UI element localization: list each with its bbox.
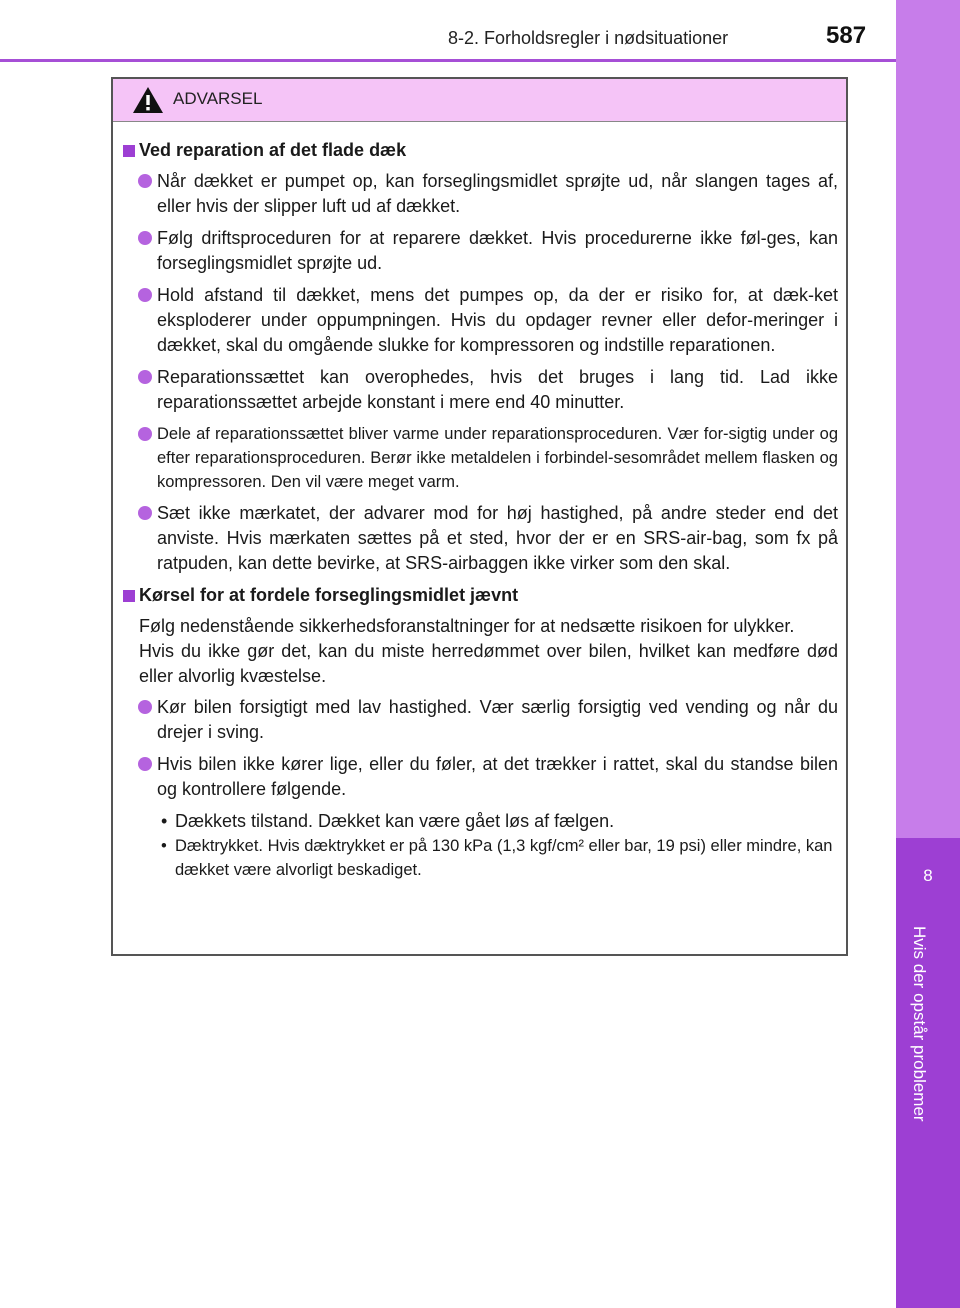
header-divider [0,59,896,62]
section-title: 8-2. Forholdsregler i nødsituationer [448,28,729,48]
list-item-text: Hold afstand til dækket, mens det pumpes op, da der er risiko for, at dæk-ket eksploderer under oppumpningen. Hvis du opdager revner eller defor-meringer i dækket, skal du omgående slukke for kompressoren og indstille reparationen. [157,285,838,355]
warning-triangle-icon [132,86,164,114]
sub-list-item-text: Dækkets tilstand. Dækket kan være gået løs af fælgen. [175,811,615,831]
list-item-text: Dele af reparationssættet bliver varme under reparationsproceduren. Vær for-sigtig under og efter reparationsproceduren. Berør ikke metaldelen i forbindel-sesområdet mellem flasken og kompressoren. Den vil være meget varm. [157,425,838,491]
square-bullet-icon [123,590,135,602]
circle-bullet-icon [138,506,152,520]
list-item [121,283,838,358]
circle-bullet-icon [138,757,152,771]
list-item [121,169,838,219]
list-item-text: Sæt ikke mærkatet, der advarer mod for høj hastighed, på andre steder end det anviste. Hvis mærkaten sættes på et sted, hvor der er en SRS-air-bag, som fx på ratpuden, kan dette bevirke, at SRS-airbaggen ikke virker som den skal. [157,503,838,573]
circle-bullet-icon [138,427,152,441]
sub-list-item [121,809,838,834]
warning-box [111,77,848,956]
page-number: 587 [826,22,867,49]
sub-list-item [121,834,838,882]
section-heading [121,583,838,608]
list-item [121,226,838,276]
section-heading [121,138,838,163]
paragraph: Følg nedenstående sikkerhedsforanstaltninger for at nedsætte risikoen for ulykker. [139,616,795,636]
list-item [121,695,838,745]
list-item-text: Når dækket er pumpet op, kan forseglingsmidlet sprøjte ud, når slangen tages af, eller hvis der slipper luft ud af dækket. [157,171,838,216]
warning-label: ADVARSEL [173,89,263,108]
warning-body [113,122,846,882]
list-item [121,501,838,576]
square-bullet-icon [123,145,135,157]
chapter-title: Hvis der opstår problemer [910,926,929,1122]
list-item [121,365,838,415]
sub-bullet-marker: • [161,811,168,831]
circle-bullet-icon [138,370,152,384]
warning-header [113,79,846,122]
circle-bullet-icon [138,174,152,188]
list-item-text: Kør bilen forsigtigt med lav hastighed. Vær særlig forsigtig ved vending og når du drejer i sving. [157,697,838,742]
sub-list-item-text: Dæktrykket. Hvis dæktrykket er på 130 kPa (1,3 kgf/cm² eller bar, 19 psi) eller mindre, kan dækket være alvorligt beskadiget. [175,837,833,879]
circle-bullet-icon [138,231,152,245]
section-heading-text: Ved reparation af det flade dæk [139,140,407,160]
circle-bullet-icon [138,700,152,714]
circle-bullet-icon [138,288,152,302]
paragraph: Hvis du ikke gør det, kan du miste herredømmet over bilen, hvilket kan medføre død eller alvorlig kvæstelse. [139,641,838,686]
list-item-text: Følg driftsproceduren for at reparere dækket. Hvis procedurerne ikke føl-ges, kan forseglingsmidlet sprøjte ud. [157,228,838,273]
list-item [121,752,838,802]
section-heading-text: Kørsel for at fordele forseglingsmidlet jævnt [139,585,519,605]
sub-bullet-marker: • [161,837,167,855]
chapter-number: 8 [923,866,933,885]
list-item-text: Hvis bilen ikke kører lige, eller du føler, at det trækker i rattet, skal du standse bilen og kontrollere følgende. [157,754,838,799]
list-item-text: Reparationssættet kan overophedes, hvis det bruges i lang tid. Lad ikke reparationssættet arbejde konstant i mere end 40 minutter. [157,367,838,412]
list-item [121,422,838,494]
